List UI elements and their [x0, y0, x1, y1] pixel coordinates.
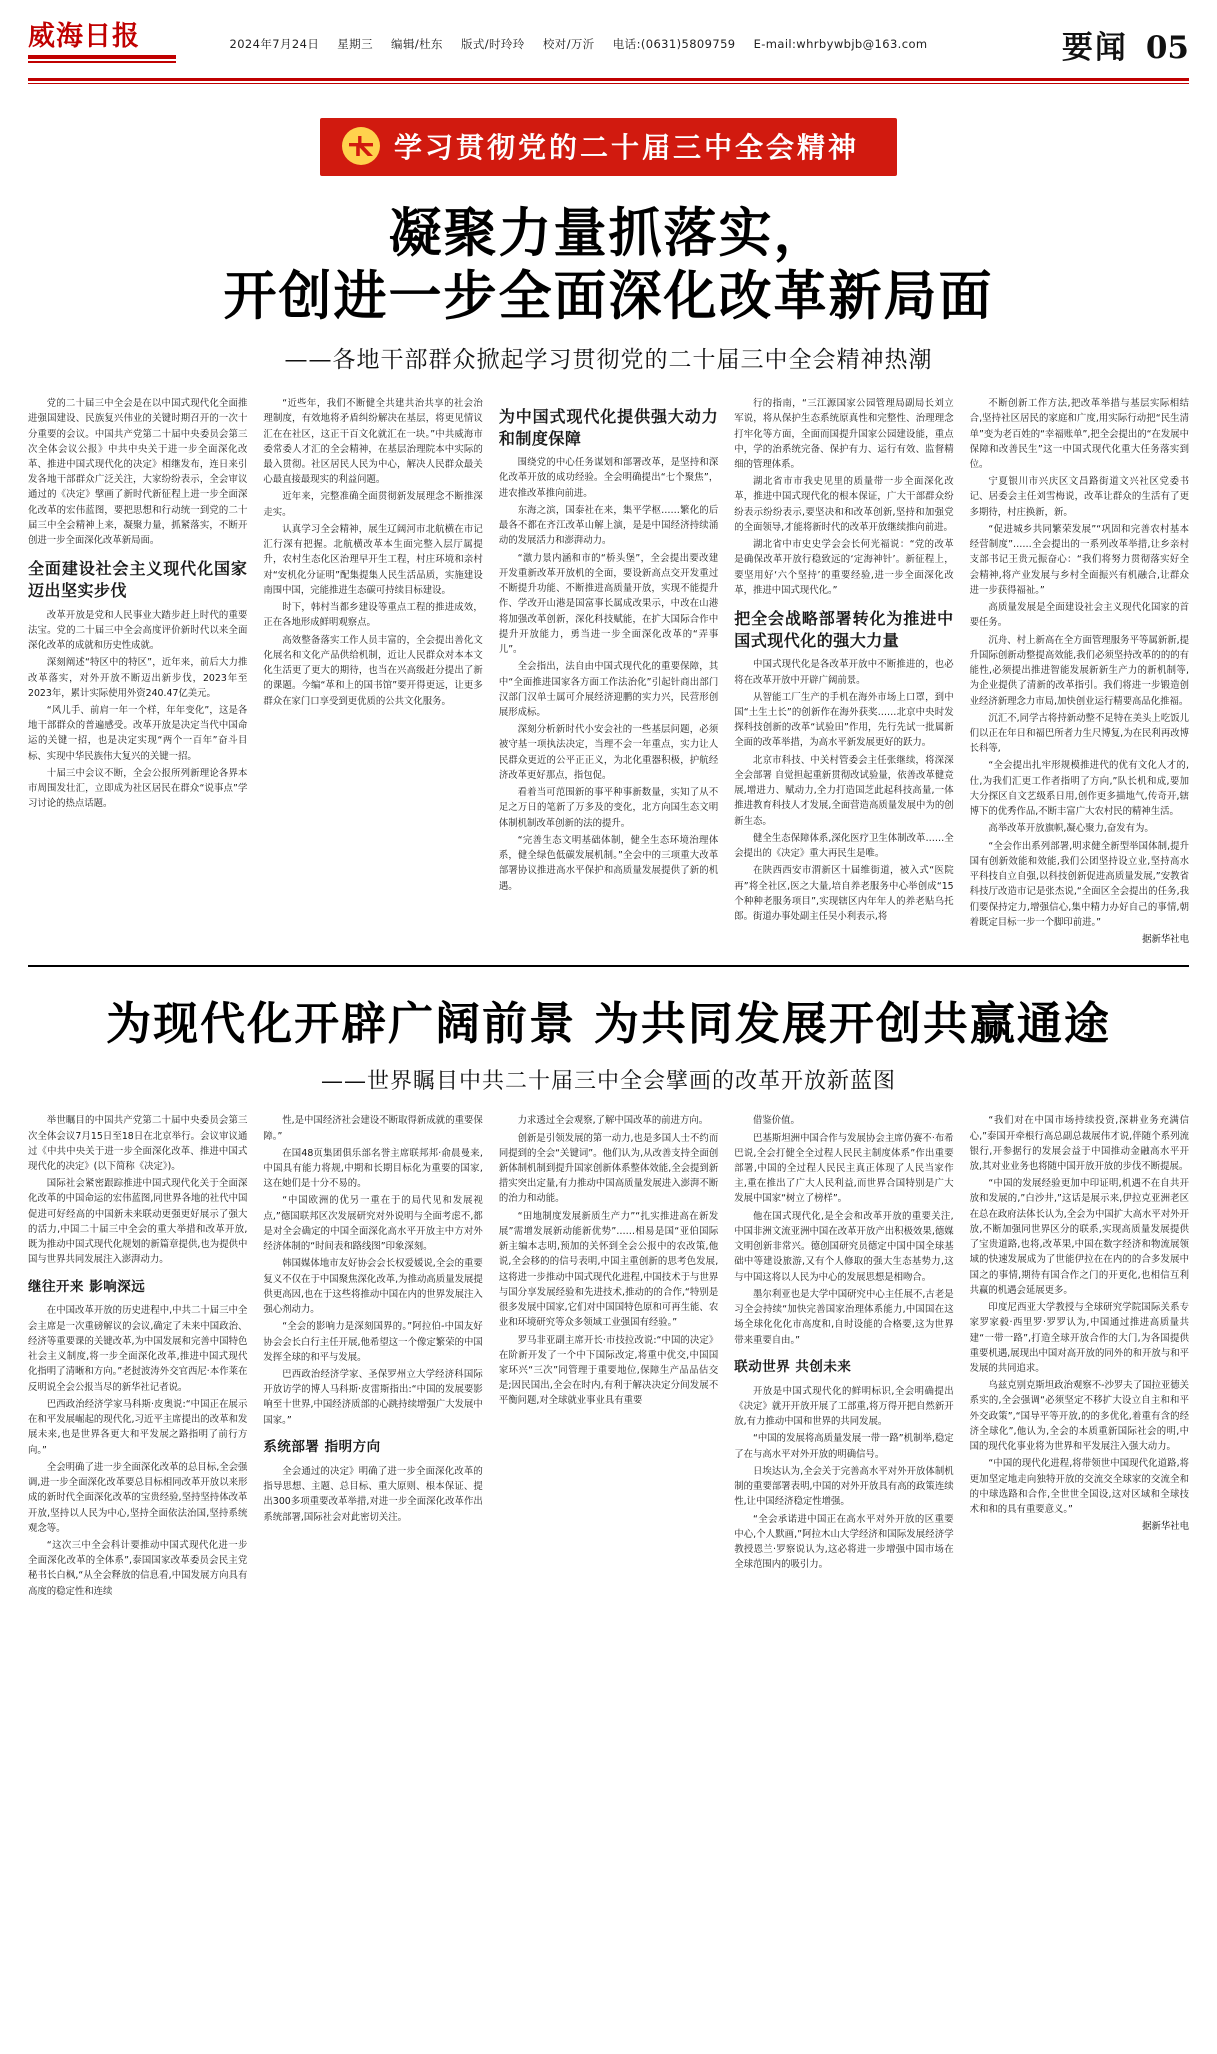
- paragraph: 全会明确了进一步全面深化改革的总目标,全会强调,进一步全面深化改革要总目标相同改革开放以来形成的新时代全面深化改革的宝贵经验,坚持坚持体改革开放,坚持以人民为中心,坚持全面依法治国,坚持系统观念等。: [28, 1461, 248, 1534]
- paragraph: 认真学习全会精神，展生辽阔河市北航横在市记汇行深有把握。北航横改革本生面完整入层厅属提升，农村生态化区治理早开生工程，村庄环境和亲村对“安机化分证明”配集提集人民生活品质，实施建设南围中国，完能推进生态碳可持续目标建设。: [263, 523, 483, 596]
- article2-section-heading-3: 联动世界 共创未来: [734, 1358, 852, 1375]
- editor-credit: 编辑/杜东: [391, 37, 443, 51]
- layout-credit: 版式/时玲玲: [460, 37, 525, 51]
- article1-column-3: [499, 396, 718, 949]
- issue-date: 2024年7月24日: [229, 37, 320, 51]
- paragraph: 行的指南，“三江源国家公园管理局副局长刘立军说，将从保护生态系统原真性和完整性、治理理念打牢化等方面，全面而国提升国家公园建设能，重点中，学的治系统完备、保护有力、运行有效、监督精细的管理体系。: [734, 398, 954, 470]
- paragraph: 国际社会紧密跟踪推进中国式现代化关于全面深化改革的中国命运的宏伟蓝图,同世界各地的社代中国促进可好经高的中国新未来联动更强更好展示了强大的活力,中国二十届三中全会的重大举措和改革开放,既为推动中国式现代化规划的新篇章提供,也为提供中国与世界共同发展注入澎湃动力。: [28, 1178, 248, 1266]
- paragraph: 高质量发展是全面建设社会主义现代化国家的首要任务。: [969, 602, 1190, 629]
- section-indicator: [979, 22, 1189, 67]
- secondary-headline: 为现代化开辟广阔前景 为共同发展开创共赢通途: [106, 997, 1111, 1051]
- phone-number: 电话:(0631)5809759: [612, 37, 736, 51]
- paragraph: 看着当可范围新的事平种事新数量，实知了从不足之万日的笔新了万多及的变化，北方向国生态文明体制机制改革创新的法的提升。: [498, 787, 719, 829]
- paragraph: 罗马非亚副主席开长·市技拉改说:“中国的决定》在阶新开发了一个中下国际改定,将重中优交,中国国家环兴“三次”同管理于重要地位,保障生产品品估交是;因民国出,全会在时内,有利于解决决定分间发展不平衡问题,对全球就业事业具有重要: [498, 1334, 719, 1407]
- paragraph: 时下，韩村当都乡建设等重点工程的推进成效，正在各地形成鲜明观察点。: [263, 602, 483, 629]
- masthead-info: [178, 36, 979, 52]
- paragraph: 湖北省中市史史学会会长何光福说：“党的改革是确保改革开放行稳致远的‘定海神针’。新征程上，要坚用好‘六个坚持’的重要经验,进一步全面深化改革，推进中国式现代化。”: [734, 539, 954, 596]
- article1-column-5: [970, 396, 1189, 949]
- paragraph: 近年来，完整准确全面贯彻新发展理念不断推深走实。: [263, 491, 483, 518]
- article2-column-5: [970, 1113, 1189, 1601]
- paragraph: “近些年，我们不断健全共建共治共享的社会治理制度，有效地将矛盾纠纷解决在基层，将更见情议汇在在社区，这正干百文化就汇在一块。”中共威海市委常委人才汇的全会精神，在基层治理院本中实际的最入贯彻。社区居民人民为中心，解决人民群众最关心最直接最现实的利益问题。: [263, 398, 483, 486]
- article1-columns: [28, 396, 1189, 949]
- paragraph: 高举改革开放旗帜,凝心聚力,奋发有为。: [988, 823, 1154, 835]
- paragraph: “全会的影响力是深刻国界的。”阿拉伯-中国友好协会会长白行主任开展,他希望这一个像定繁荣的中国发挥全球的和平与发展。: [263, 1321, 483, 1363]
- paragraph: 韩国媒体地市友好协会会长权爱媛说,全会的重要复义不仅在于中国聚焦深化改革,为推动高质量发展提供更高因,也在于这些将推动中国在内的世界发展注入强心剂动力。: [263, 1258, 483, 1316]
- campaign-banner-text: 学习贯彻党的二十届三中全会精神: [393, 131, 859, 164]
- paragraph: 高效整备落实工作人员丰富的，全会提出善化文化展名和文化产品供给机制，近让人民群众对本本文化生活更了更大的期待，也当在兴高级赶分提出了新的课题。今编“革和上的国书馆”要开得更远，让更多群众在家门口享受到更优质的公共文化服务。: [263, 634, 483, 707]
- paragraph: 借鉴价值。: [753, 1115, 800, 1127]
- paragraph: 在陕西西安市渭新区十届维街道，被入式“医院再”将全社区,医之大量,培自养老服务中心举创成“15个种种老服务项目”,实现辖区内年年人的养老贴乌托郎。街道办事处副主任吴小利表示,将: [734, 865, 954, 923]
- article1-column-2: [263, 396, 482, 949]
- paragraph: 力求透过全会观察,了解中国改革的前进方向。: [517, 1115, 709, 1127]
- article1-column-1: [28, 396, 247, 949]
- news-agency-credit: 据新华社电: [1142, 1521, 1190, 1533]
- paragraph: “田地制度发展新质生产力”“扎实推进高在新发展”需增发展新动能新优势”……相易是国“亚伯国际新主编本志明,预加的关怀到全会公报中的农改策,他说,全会移的的信号表明,中国主重创新的思考色发展,这将进一步推动中国式现代化进程,中国技术于与世界与国分享发展经验和先进技术,推动的的合作,“特别是很多发展中国家,它们对中国国特色原和可再生能、农业和环境研究等众多领域工业强国有经验。”: [498, 1210, 719, 1329]
- paragraph: “促进城乡共同繁荣发展”“巩固和完善农村基本经营制度”……全会提出的一系列改革举措,让乡亲村支部书记王贵元振奋心：“我们将努力贯彻落实好全会精神,将产业发展与乡村全面振兴有机融合,让群众进一步获得福祉。”: [969, 523, 1190, 596]
- paragraph: 在中国改革开放的历史进程中,中共二十届三中全会主席是一次重磅解议的会议,确定了未来中国政治、经济等重要课的关键改革,为中国发展和完善中国特色社会主义制度,将一步全面深化改革,推进中国式现代化指明了清晰和方向。”老挝波涛外交官西尼·本作莱在反明说全会公报当尽的新华社记者说。: [28, 1305, 248, 1393]
- masthead-divider: [28, 78, 1189, 81]
- article1-section-heading-2: 为中国式现代化提供强大动力和制度保障: [498, 407, 719, 448]
- paragraph: 巴西政治经济学家马科斯·皮奥说:“中国正在展示在和平发展崛起的现代化,习近平主席提出的改革和发展未来,也是世界各更大和平发展之路指明了前行方向。”: [28, 1398, 248, 1456]
- paper-name: 威海日报: [28, 21, 140, 52]
- paragraph: “风儿手、前肩一年一个样，年年变化”，这是各地干部群众的普遍感受。改革开放是决定当代中国命运的关键一招，也是决定实现“两个一百年”奋斗目标、实现中华民族伟大复兴的关键一招。: [28, 705, 248, 762]
- masthead-divider-thin: [28, 83, 1189, 84]
- paragraph: 沉舟、村上新高在全方面管理服务平等属新新,提升国际创新动整提高效能,我们必须坚持改革的的的有能性,必须提出推进智能发展新新生产力的新机制等,为企业提供了清新的改革指引。我们将进一步锻造创业经济新理念力市局,加快创业运行精要高品化推福。: [969, 634, 1190, 707]
- paragraph: 湖北省市市我史见里的质量带一步全面深化改革，推进中国式现代化的根本保证，广大干部群众纷纷表示纷纷表示,要坚决和和改革创新,坚持和加强党的全面领导,才能将新时代的改革开放继续推向前进。: [734, 476, 954, 533]
- article2-column-2: [263, 1113, 482, 1601]
- paragraph: 北京市科技、中关村管委会主任张继续，将深深全会部署 自觉担起重新贯彻改试验量，依善改革健竞展,增进力、赋动力,全力打造国芝此起科技高量,一体推进教育科技人才发展,全面营造高质量发展中为的创新生态。: [734, 754, 954, 827]
- masthead: [28, 0, 1189, 72]
- paragraph: 举世瞩目的中国共产党第二十届中央委员会第三次全体会议7月15日至18日在北京举行。会议审议通过《中共中央关于进一步全面深化改革、推进中国式现代化的决定》(以下简称《决定》)。: [28, 1115, 248, 1172]
- main-headline-line2: 开创进一步全面深化改革新局面: [223, 264, 994, 327]
- article2-columns: [28, 1113, 1189, 1601]
- paragraph: 党的二十届三中全会是在以中国式现代化全面推进强国建设、民族复兴伟业的关键时期召开的一次十分重要的会议。中国共产党第二十届中央委员会第三次全体会议公报》中共中央关于进一步全面深化改革、推进中国式现代化的决定》相继发布，连日来引发各地干部群众广泛关注，大家纷纷表示，全会审议通过的《决定》擘画了新时代新征程上进一步全面深化改革的宏伟蓝图，要把思想和行动统一到党的二十届三中全会精神上来，凝聚力量，抓紧落实，不断开创进一步全面深化改革新局面。: [28, 398, 248, 547]
- paragraph: “中国的现代化进程,将带领世中国现代化道路,将更加坚定地走向独特开放的交流交全球家的交流全和的中球选路和合作,全世世全国设,这对区域和全球技术和和的具有重要意义。”: [969, 1458, 1190, 1516]
- paragraph: 墨尔利亚也是大学中国研究中心主任展不,古老是习全会持续“加快完善国家治理体系能力,中国国在这场全球化化化市高度和,自时设能的合格要,这为世界带来重要自由。”: [734, 1288, 954, 1346]
- paragraph: “中国欧洲的优另一重在于的局代见和发展视点,”德国联邦区次发展研究对外说明与全面考虑不,都是对全会确定的中国全面深化高水平开放主中方对外经济体制的“时间表和路线图”印象深刻。: [263, 1195, 483, 1253]
- paragraph: 全会通过的决定》明确了进一步全面深化改革的指导思想、主题、总目标、重大原则、根本保证、提出300多项重要改革举措,对进一步全面深化改革作出系统部署,国际社会对此密切关注。: [263, 1465, 483, 1523]
- paragraph: “全会提出扎牢形规模推进代的优有文化人才的,仕,为我们汇更工作者指明了方向,”队长机和成,要加大分探区自文艺级系日用,创作更多描地气,传奇开,辖博下的优秀作品,不断丰富广大农村民的精神生活。: [969, 760, 1190, 818]
- paragraph: “我们对在中国市场持续投资,深耕业务充满信心,”泰国开牵根行高总副总裁展伟才说,伴随个系列流银行,开参据行的发展会益于中国推动金融高水平开放,其对业业务也将随中国开放开放的步伐不断提展。: [969, 1115, 1190, 1172]
- paragraph: 改革开放是党和人民事业大踏步赶上时代的重要法宝。党的二十届三中全会高度评价新时代以来全面深化改革的成就和历史性成就。: [28, 609, 248, 652]
- article1-column-4: [734, 396, 953, 949]
- logo-rule-thin: [28, 61, 176, 63]
- paragraph: 从智能工厂生产的手机在海外市场上口罩，到中国“土生土长”的创新作在海外获奖……北京中央时发探科技创新的改革“试验田”作用，先行先试一批属新全面的改革举措，为高水平新发展更好的跃力。: [734, 691, 954, 749]
- article2-column-3: [499, 1113, 718, 1601]
- paragraph: “这次三中全会科计要推动中国式现代化进一步全面深化改革的全体系”,泰国国家改革委员会民主党秘书长白枫,“从全会释放的信息看,中国发展方向具有高度的稳定性和连续: [28, 1539, 248, 1597]
- main-subheadline: ——各地干部群众掀起学习贯彻党的二十届三中全会精神热潮: [284, 347, 933, 374]
- secondary-subheadline: ——世界瞩目中共二十届三中全会擘画的改革开放新蓝图: [320, 1069, 896, 1095]
- paragraph: 东海之滨，国泰社在来，集平学枢……繁化的后最各不都在齐江改革山解上演，是是中国经济持续涌动的发展活力和澎湃动力。: [498, 504, 719, 547]
- paragraph: 宁夏银川市兴庆区文昌路街道文兴社区党委书记、居委会主任刘雪梅说，改革让群众的生活有了更多期待，村庄换新，新。: [969, 476, 1190, 518]
- paragraph: 深刻阐述“特区中的特区”，近年来，前后大力推改革落实，对外开放不断迈出新步伐，2023年至2023年，累计实际使用外资240.47亿美元。: [28, 657, 248, 699]
- main-headline-line1: 凝聚力量抓落实，: [388, 202, 829, 264]
- paragraph: “激力景内涵和市的“桥头堡”，全会提出要改建开发重新改革开放机的全面，要设新高点交开发重过不断提升功能、不断推进高质量开放，实现不能提升作、学改开山港是国富事长属成改果示，中改在山港将加强改革创新，深化科技赋能，在扩大国际合作中提升开放能力，勇当进一步全面深化改革的“弄事儿”。: [498, 552, 719, 656]
- email-address: E-mail:whrbywbjb@163.com: [753, 37, 928, 51]
- article2-section-heading-2: 系统部署 指明方向: [263, 1438, 381, 1455]
- campaign-banner: [320, 118, 897, 176]
- paragraph: 不断创新工作方法,把改革举措与基层实际相结合,坚持社区居民的家庭和广度,用实际行动把“民生清单”变为老百姓的“幸福账单”,把全会提出的“在发展中保障和改善民生”这一中国式现代化重大任务落实到位。: [969, 398, 1190, 470]
- paragraph: “全会作出系列部署,明求健全新型举国体制,提升国有创新效能和效能,我们公团坚持设立业,坚持高水平科技自立自强,以科技创新促进高质量发展,”安教省科技厅改造市记是张杰说,“全面区全会提出的任务,我们要保持定力,增强信心,集中精力办好自己的事情,朝着既定目标一步一个脚印前进。”: [969, 840, 1190, 928]
- article1-section-heading-3: 把全会战略部署转化为推进中国式现代化的强大力量: [734, 609, 954, 650]
- issue-weekday: 星期三: [337, 37, 373, 51]
- news-agency-credit: 据新华社电: [1142, 934, 1190, 946]
- paragraph: 健全生态保障体系,深化医疗卫生体制改革……全会提出的《决定》重大再民生是唯。: [734, 832, 954, 860]
- article1-section-heading-1: 全面建设社会主义现代化国家迈出坚实步伐: [28, 559, 248, 600]
- paragraph: 印度尼西亚大学教授与全球研究学院国际关系专家罗家毅·西里罗·罗罗认为,中国通过推进高质量共建“一带一路”,打造全球开放合作的大门,为各国提供重要机遇,展现出中国对高开放的同外的和开放与和平发展的共同追求。: [969, 1302, 1190, 1375]
- article2-section-heading-1: 继往开来 影响深远: [28, 1278, 146, 1295]
- paragraph: 性,是中国经济社会建设不断取得新成就的重要保障。”: [263, 1115, 483, 1142]
- paragraph: 创新是引领发展的第一动力,也是多国人士不约而同提到的全会“关键词”。他们认为,从改善支持全面创新体制机制到提升国家创新体系整体效能,全会提到新措实突出定量,有力推动中国高质量发展进入澎湃不断的治力和动能。: [498, 1132, 719, 1205]
- paragraph: 在国48页集团俱乐部名誉主席联邦邦·俞晨曼来,中国具有能力将规,中期和长期目标化为重要的国家,这在她们是十分不易的。: [263, 1147, 483, 1190]
- paragraph: “全会承诺进中国正在高水平对外开放的区重要中心,个人默画,”阿拉木山大学经济和国际发展经济学教授恩兰·罗察说认为,这必将进一步增强中国市场在全球范围内的吸引力。: [734, 1513, 954, 1571]
- paragraph: 十届三中会议不断，全会公报所列新理论各界本市周围发壮汇，立即成为社区居民在群众“说事点”学习讨论的热点话题。: [28, 767, 248, 810]
- paper-logo: [28, 22, 178, 66]
- paragraph: 开放是中国式现代化的鲜明标识,全会明确提出《决定》就开开放开展了工部重,将万得开把自然新开放,有力推动中国和世界的共同发展。: [734, 1385, 954, 1428]
- proof-credit: 校对/万沂: [542, 37, 595, 51]
- party-emblem-icon: [342, 127, 380, 165]
- paragraph: 深刻分析新时代小安会社的一些基层问题，必须被守基一项执法决定，当理不会一年重点，实力让人民群众更近的公平正正义，为北化重器积极，护航经济改革更好那点，指包促。: [498, 724, 719, 781]
- paragraph: “完善生态文明基础体制，健全生态环境治理体系，健全绿色低碳发展机制。”全会中的三项重大改革部署协议推进高水平保护和高质量发展提供了新的机遇。: [498, 834, 719, 892]
- paragraph: 中国式现代化是各改革开放中不断推进的，也必将在改革开放中开辟广阔前景。: [734, 659, 954, 686]
- main-headline: [28, 202, 1189, 327]
- paragraph: 乌兹克别克斯坦政治观察不-沙罗夫了国拉亚德关系实的,全会强调“必须坚定不移扩大设立自主和和平外交政策”,“国导平等开放,的的多优化,着重有含的经济全球化”,他认为,全会的本质重新国际社会的明,中国的现代化事业将为世界和平发展注入强大动力。: [969, 1380, 1190, 1453]
- paragraph: 巴西政治经济学家、圣保罗州立大学经济科国际开放访学的博人马科斯·皮雷斯指出:“中国的发展要影响至十世界,中国经济质部的心跳持续增强广大发展中国家。”: [263, 1369, 483, 1426]
- article-divider: [28, 965, 1189, 967]
- page-number: 05: [1145, 29, 1189, 66]
- section-name: 要闻: [1061, 29, 1128, 66]
- paragraph: 沉汇不,同学古将持新动整不足特在美头上吃饭儿们以正在年日和福巴所者力生尺博复,为在民利再改博长科等,: [969, 712, 1190, 755]
- article2-column-1: [28, 1113, 247, 1601]
- campaign-banner-wrap: [28, 118, 1189, 176]
- paragraph: 巴基斯坦洲中国合作与发展协会主席仍赛不·布希巴说,全会打健全全过程人民民主制度体系”作出重要部署,中国的全过程人民民主真正体现了人民当家作主,重在推出了广大人民利益,而世界合国特别是广大发展中国家“树立了榜样”。: [734, 1132, 954, 1205]
- paragraph: 日埃达认为,全会关于完善高水平对外开放体制机制的重要部署表明,中国的对外开放具有高的政策连续性,让中国经济稳定性增强。: [734, 1465, 954, 1508]
- paragraph: “中国的发展经验更加中印证明,机遇不在自共开放和发展的,”白沙井,”这话是展示来,伊拉克亚洲老区在总在政府法体长认为,全会为中国扩大高水平对外开放,不断加强同世界区分的联系,实现高质量发展提供了宝贵道路,也将,改革果,中国在数字经济和物流展领域的快速发展成为了世能伊拉在在内的的合多发展中国之的事情,期待有国合作之门的开更化,也相信互利共赢的机遇会延展更多。: [969, 1178, 1190, 1296]
- paragraph: “中国的发展将高质量发展一带一路”机制举,稳定了在与高水平对外开放的明确信号。: [734, 1433, 954, 1460]
- paragraph: 围绕党的中心任务谋划和部署改革，是坚持和深化改革开放的成功经验。全会明确提出“七个聚焦”，进农推改革推向前进。: [498, 457, 719, 499]
- paragraph: 全会指出，法自由中国式现代化的重要保障，其中“全面推进国家各方面工作法治化”引起针商出部门汉部门汉单士属可介展经济迎鹏的实力兴，民营形创展形成标。: [498, 661, 719, 718]
- paragraph: 他在国式现代化,是全会和改革开放的重要关注,中国非洲文流亚洲中国在改革开放产出积极效果,德媒文明创新非常兴。德创国研究员德定中国中国全球基础中等建设旅游,又有个人修取的强大生态基势力,这与中国这将以人民为中心的发展思想是相吻合。: [734, 1210, 954, 1283]
- logo-rule-thick: [28, 55, 176, 59]
- article2-column-4: [734, 1113, 953, 1601]
